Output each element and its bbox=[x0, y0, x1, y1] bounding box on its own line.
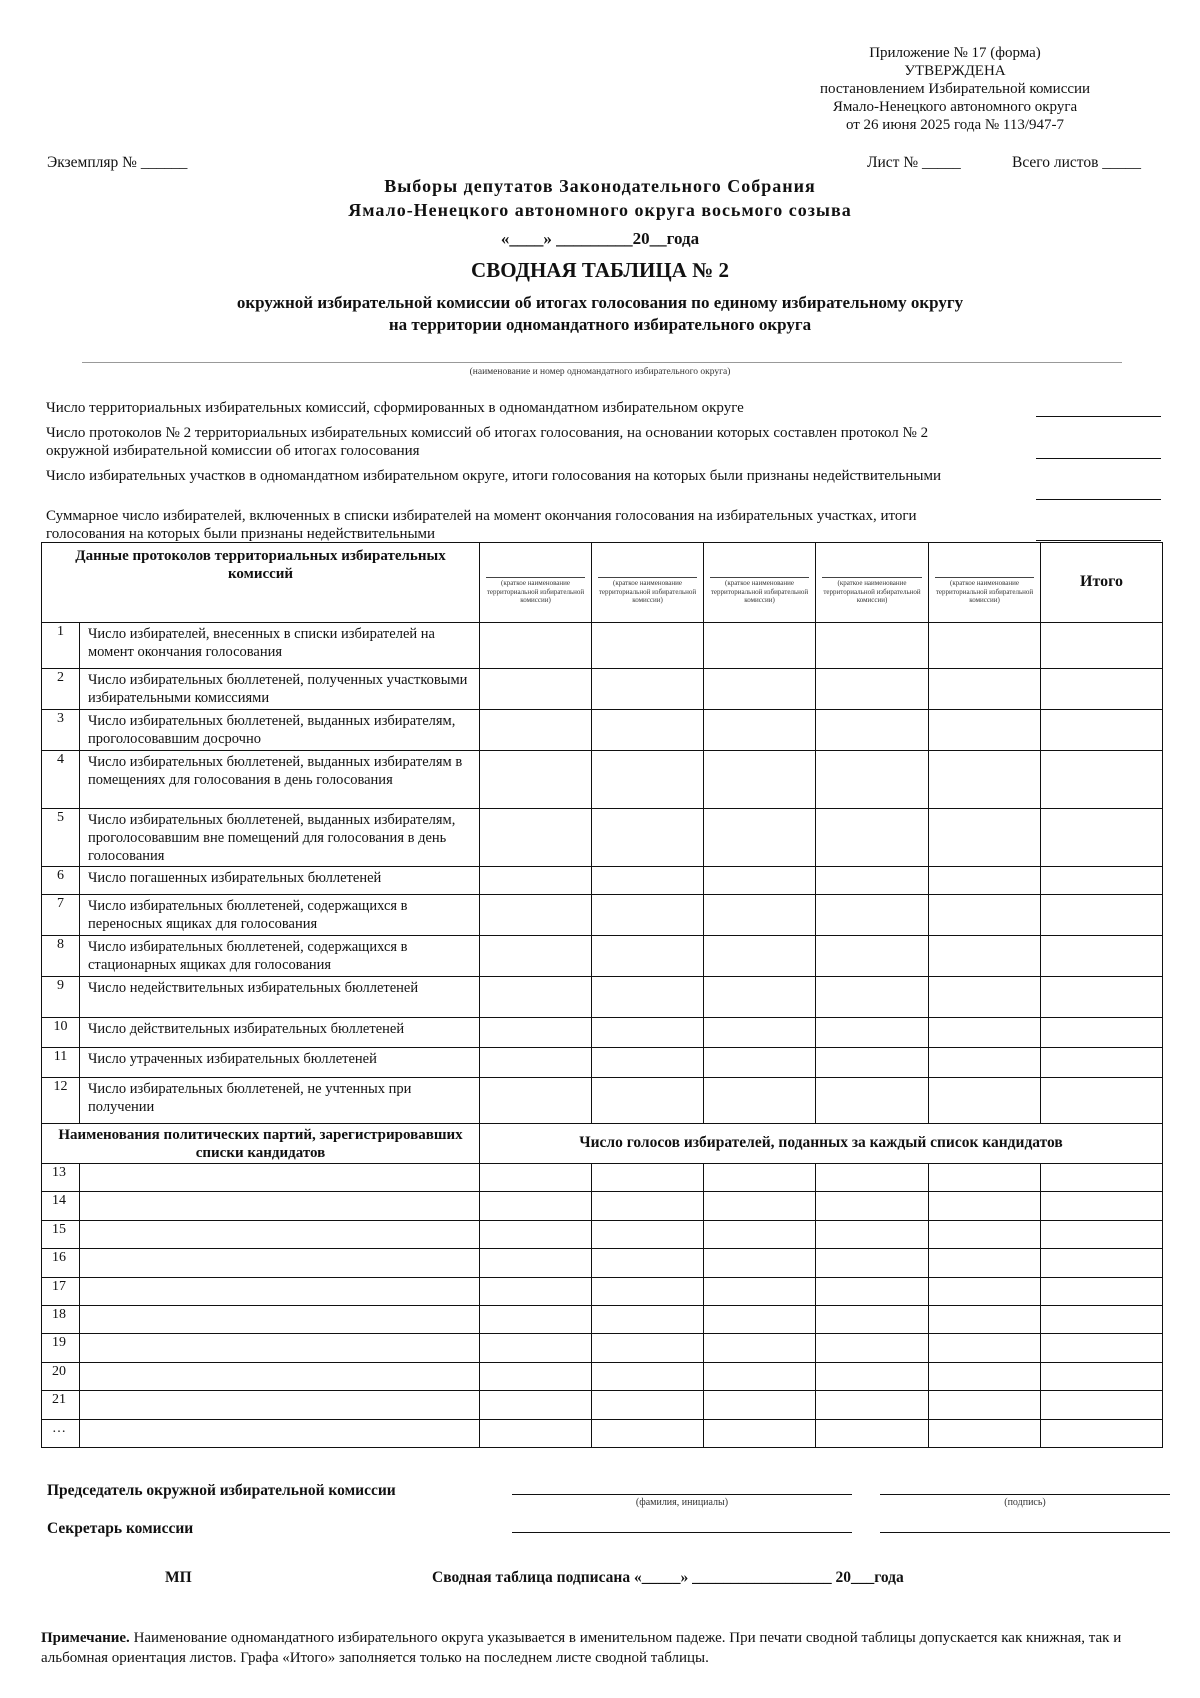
row-number: 3 bbox=[42, 710, 80, 751]
table-row bbox=[42, 809, 1163, 867]
election-title bbox=[0, 174, 1200, 222]
votes-cell[interactable] bbox=[1041, 1164, 1163, 1192]
votes-cell[interactable] bbox=[592, 1164, 704, 1192]
votes-cell[interactable] bbox=[592, 1249, 704, 1277]
row-number: 7 bbox=[42, 895, 80, 936]
row-label: Число утраченных избирательных бюллетеней bbox=[80, 1048, 480, 1078]
table-row bbox=[42, 1048, 1163, 1078]
secretary-name-line[interactable] bbox=[512, 1532, 852, 1533]
value-cell[interactable] bbox=[1041, 1048, 1163, 1078]
name-caption: (фамилия, инициалы) bbox=[635, 1497, 729, 1508]
value-cell[interactable] bbox=[704, 1048, 816, 1078]
value-cell[interactable] bbox=[929, 710, 1041, 751]
votes-cell[interactable] bbox=[929, 1249, 1041, 1277]
votes-cell[interactable] bbox=[704, 1164, 816, 1192]
sheet-number-field: Лист № _____ bbox=[867, 154, 961, 171]
votes-cell[interactable] bbox=[704, 1362, 816, 1390]
value-cell[interactable] bbox=[816, 669, 929, 710]
votes-cell[interactable] bbox=[929, 1277, 1041, 1305]
approval-block bbox=[800, 44, 1110, 134]
value-cell[interactable] bbox=[480, 895, 592, 936]
value-cell[interactable] bbox=[1041, 623, 1163, 669]
votes-cell[interactable] bbox=[816, 1192, 929, 1220]
appendix-label: Приложение № 17 (форма) bbox=[869, 45, 1041, 61]
approval-date: от 26 июня 2025 года № 113/947-7 bbox=[845, 117, 1065, 133]
votes-cell[interactable] bbox=[816, 1362, 929, 1390]
row-label: Число избирательных бюллетеней, содержащихся в переносных ящиках для голосования bbox=[80, 895, 480, 936]
footnote-label: Примечание. bbox=[41, 1630, 130, 1646]
value-cell[interactable] bbox=[704, 669, 816, 710]
votes-cell[interactable] bbox=[480, 1192, 592, 1220]
value-cell[interactable] bbox=[1041, 895, 1163, 936]
value-cell[interactable] bbox=[480, 936, 592, 977]
value-cell[interactable] bbox=[592, 623, 704, 669]
votes-cell[interactable] bbox=[816, 1334, 929, 1362]
votes-cell[interactable] bbox=[1041, 1391, 1163, 1419]
party-name-cell[interactable] bbox=[80, 1249, 480, 1277]
votes-cell[interactable] bbox=[929, 1334, 1041, 1362]
value-cell[interactable] bbox=[704, 895, 816, 936]
value-cell[interactable] bbox=[816, 1048, 929, 1078]
value-cell[interactable] bbox=[480, 809, 592, 867]
votes-cell[interactable] bbox=[704, 1249, 816, 1277]
votes-cell[interactable] bbox=[480, 1305, 592, 1333]
commission-column-2[interactable] bbox=[592, 543, 704, 623]
row-number: 12 bbox=[42, 1078, 80, 1124]
row-label: Число погашенных избирательных бюллетеней bbox=[80, 867, 480, 895]
election-title-line2: Ямало-Ненецкого автономного округа восьмого созыва bbox=[348, 200, 852, 220]
value-cell[interactable] bbox=[592, 751, 704, 809]
votes-cell[interactable] bbox=[592, 1334, 704, 1362]
party-row-number: 16 bbox=[42, 1249, 80, 1277]
copy-number-field: Экземпляр № ______ bbox=[47, 154, 188, 171]
value-cell[interactable] bbox=[592, 895, 704, 936]
info-commissions-blank bbox=[1036, 416, 1161, 417]
value-cell[interactable] bbox=[816, 936, 929, 977]
votes-cell[interactable] bbox=[929, 1192, 1041, 1220]
row-number: 8 bbox=[42, 936, 80, 977]
table-header-row bbox=[42, 543, 1163, 623]
signed-date-field: Сводная таблица подписана «_____» __________________ 20___года bbox=[432, 1569, 904, 1586]
party-name-cell[interactable] bbox=[80, 1305, 480, 1333]
secretary-label: Секретарь комиссии bbox=[47, 1520, 194, 1537]
row-number: 9 bbox=[42, 977, 80, 1018]
votes-cell[interactable] bbox=[704, 1391, 816, 1419]
votes-cell[interactable] bbox=[816, 1419, 929, 1447]
total-column-header: Итого bbox=[1041, 543, 1163, 623]
votes-cell[interactable] bbox=[592, 1220, 704, 1248]
party-row bbox=[42, 1220, 1163, 1248]
votes-cell[interactable] bbox=[480, 1419, 592, 1447]
value-cell[interactable] bbox=[816, 1078, 929, 1124]
party-row-number: 19 bbox=[42, 1334, 80, 1362]
row-number: 4 bbox=[42, 751, 80, 809]
chairman-signature-line[interactable] bbox=[880, 1494, 1170, 1495]
votes-cell[interactable] bbox=[704, 1220, 816, 1248]
party-row-number: 21 bbox=[42, 1391, 80, 1419]
party-row bbox=[42, 1391, 1163, 1419]
party-row bbox=[42, 1362, 1163, 1390]
votes-cell[interactable] bbox=[592, 1419, 704, 1447]
value-cell[interactable] bbox=[816, 710, 929, 751]
party-name-cell[interactable] bbox=[80, 1220, 480, 1248]
commission-caption: (краткое наименование территориальной избирательной комиссии) bbox=[598, 579, 697, 604]
row-label: Число избирательных бюллетеней, не учтенных при получении bbox=[80, 1078, 480, 1124]
value-cell[interactable] bbox=[704, 867, 816, 895]
value-cell[interactable] bbox=[704, 1078, 816, 1124]
chairman-label: Председатель окружной избирательной комиссии bbox=[47, 1482, 396, 1499]
votes-cell[interactable] bbox=[1041, 1249, 1163, 1277]
commission-caption: (краткое наименование территориальной избирательной комиссии) bbox=[710, 579, 809, 604]
info-commissions-count: Число территориальных избирательных комиссий, сформированных в одномандатном избирательном округе bbox=[46, 400, 744, 416]
table-row bbox=[42, 1018, 1163, 1048]
value-cell[interactable] bbox=[480, 669, 592, 710]
row-number: 10 bbox=[42, 1018, 80, 1048]
votes-cell[interactable] bbox=[480, 1249, 592, 1277]
value-cell[interactable] bbox=[929, 895, 1041, 936]
summary-table bbox=[41, 542, 1163, 1448]
value-cell[interactable] bbox=[929, 1048, 1041, 1078]
party-names-header: Наименования политических партий, зарегистрировавших списки кандидатов bbox=[42, 1124, 480, 1164]
value-cell[interactable] bbox=[592, 710, 704, 751]
party-header-row bbox=[42, 1124, 1163, 1164]
table-row bbox=[42, 867, 1163, 895]
table-row bbox=[42, 669, 1163, 710]
value-cell[interactable] bbox=[1041, 936, 1163, 977]
value-cell[interactable] bbox=[816, 751, 929, 809]
value-cell[interactable] bbox=[929, 1018, 1041, 1048]
commission-column-4[interactable] bbox=[816, 543, 929, 623]
party-name-cell[interactable] bbox=[80, 1362, 480, 1390]
value-cell[interactable] bbox=[929, 809, 1041, 867]
votes-cell[interactable] bbox=[816, 1277, 929, 1305]
party-row-number: 20 bbox=[42, 1362, 80, 1390]
value-cell[interactable] bbox=[1041, 977, 1163, 1018]
value-cell[interactable] bbox=[480, 1048, 592, 1078]
party-name-cell[interactable] bbox=[80, 1391, 480, 1419]
page-title: СВОДНАЯ ТАБЛИЦА № 2 bbox=[471, 258, 729, 282]
votes-cell[interactable] bbox=[816, 1220, 929, 1248]
votes-cell[interactable] bbox=[1041, 1220, 1163, 1248]
value-cell[interactable] bbox=[1041, 1018, 1163, 1048]
votes-header: Число голосов избирателей, поданных за каждый список кандидатов bbox=[480, 1124, 1163, 1164]
value-cell[interactable] bbox=[816, 623, 929, 669]
votes-cell[interactable] bbox=[816, 1391, 929, 1419]
value-cell[interactable] bbox=[480, 1018, 592, 1048]
value-cell[interactable] bbox=[704, 623, 816, 669]
value-cell[interactable] bbox=[1041, 669, 1163, 710]
votes-cell[interactable] bbox=[1041, 1277, 1163, 1305]
value-cell[interactable] bbox=[1041, 867, 1163, 895]
value-cell[interactable] bbox=[929, 669, 1041, 710]
party-name-cell[interactable] bbox=[80, 1192, 480, 1220]
value-cell[interactable] bbox=[480, 710, 592, 751]
value-cell[interactable] bbox=[592, 669, 704, 710]
info-invalid-precincts-blank bbox=[1036, 499, 1161, 500]
commission-column-3[interactable] bbox=[704, 543, 816, 623]
votes-cell[interactable] bbox=[480, 1277, 592, 1305]
value-cell[interactable] bbox=[816, 809, 929, 867]
value-cell[interactable] bbox=[704, 751, 816, 809]
table-row bbox=[42, 710, 1163, 751]
value-cell[interactable] bbox=[704, 936, 816, 977]
info-protocols-blank bbox=[1036, 458, 1161, 459]
footnote-text: Наименование одномандатного избирательного округа указывается в именительном падеже. При печати сводной таблицы допускается как книжная, так и альбомная ориентация листов. Графа «Итого» заполняется только на последнем листе сводной таблицы. bbox=[41, 1630, 1122, 1666]
votes-cell[interactable] bbox=[704, 1334, 816, 1362]
value-cell[interactable] bbox=[1041, 1078, 1163, 1124]
value-cell[interactable] bbox=[816, 977, 929, 1018]
value-cell[interactable] bbox=[592, 809, 704, 867]
party-name-cell[interactable] bbox=[80, 1164, 480, 1192]
votes-cell[interactable] bbox=[1041, 1192, 1163, 1220]
value-cell[interactable] bbox=[929, 623, 1041, 669]
value-cell[interactable] bbox=[480, 623, 592, 669]
votes-cell[interactable] bbox=[1041, 1362, 1163, 1390]
votes-cell[interactable] bbox=[929, 1305, 1041, 1333]
party-row bbox=[42, 1164, 1163, 1192]
votes-cell[interactable] bbox=[704, 1419, 816, 1447]
subtitle-line2: на территории одномандатного избирательного округа bbox=[388, 315, 812, 334]
votes-cell[interactable] bbox=[816, 1305, 929, 1333]
page-subtitle bbox=[0, 292, 1200, 336]
party-row bbox=[42, 1305, 1163, 1333]
row-number: 5 bbox=[42, 809, 80, 867]
approved-by-line: постановлением Избирательной комиссии bbox=[819, 81, 1091, 97]
protocol-data-header: Данные протоколов территориальных избирательных комиссий bbox=[42, 543, 480, 623]
subtitle-line1: окружной избирательной комиссии об итогах голосования по единому избирательному округу bbox=[236, 293, 964, 312]
party-row-number: 13 bbox=[42, 1164, 80, 1192]
party-row-number: 18 bbox=[42, 1305, 80, 1333]
approved-by-region: Ямало-Ненецкого автономного округа bbox=[832, 99, 1078, 115]
votes-cell[interactable] bbox=[592, 1277, 704, 1305]
info-total-voters: Суммарное число избирателей, включенных в списки избирателей на момент окончания голосования на избирательных участках, итоги голосования на которых были признаны недействительными bbox=[46, 508, 917, 542]
value-cell[interactable] bbox=[929, 936, 1041, 977]
party-name-cell[interactable] bbox=[80, 1419, 480, 1447]
value-cell[interactable] bbox=[816, 1018, 929, 1048]
document-date: «____» _________20__года bbox=[500, 229, 700, 248]
votes-cell[interactable] bbox=[704, 1192, 816, 1220]
protocol-rows bbox=[42, 623, 1163, 1124]
commission-column-1[interactable] bbox=[480, 543, 592, 623]
value-cell[interactable] bbox=[816, 895, 929, 936]
value-cell[interactable] bbox=[592, 1018, 704, 1048]
party-row-number: 14 bbox=[42, 1192, 80, 1220]
value-cell[interactable] bbox=[929, 977, 1041, 1018]
table-row bbox=[42, 895, 1163, 936]
votes-cell[interactable] bbox=[480, 1362, 592, 1390]
votes-cell[interactable] bbox=[929, 1164, 1041, 1192]
value-cell[interactable] bbox=[1041, 710, 1163, 751]
commission-caption: (краткое наименование территориальной избирательной комиссии) bbox=[935, 579, 1034, 604]
party-name-cell[interactable] bbox=[80, 1277, 480, 1305]
votes-cell[interactable] bbox=[1041, 1305, 1163, 1333]
value-cell[interactable] bbox=[592, 936, 704, 977]
party-row-number: 17 bbox=[42, 1277, 80, 1305]
commission-caption: (краткое наименование территориальной избирательной комиссии) bbox=[486, 579, 585, 604]
party-name-cell[interactable] bbox=[80, 1334, 480, 1362]
value-cell[interactable] bbox=[592, 1078, 704, 1124]
table-row bbox=[42, 936, 1163, 977]
value-cell[interactable] bbox=[704, 977, 816, 1018]
secretary-signature-line[interactable] bbox=[880, 1532, 1170, 1533]
row-label: Число избирательных бюллетеней, выданных избирателям, проголосовавшим досрочно bbox=[80, 710, 480, 751]
value-cell[interactable] bbox=[704, 710, 816, 751]
footnote bbox=[41, 1628, 1166, 1668]
election-title-line1: Выборы депутатов Законодательного Собрания bbox=[384, 176, 816, 196]
total-sheets-field: Всего листов _____ bbox=[1012, 154, 1142, 171]
votes-cell[interactable] bbox=[1041, 1419, 1163, 1447]
party-row bbox=[42, 1419, 1163, 1447]
row-number: 2 bbox=[42, 669, 80, 710]
party-row bbox=[42, 1192, 1163, 1220]
value-cell[interactable] bbox=[929, 867, 1041, 895]
party-row bbox=[42, 1334, 1163, 1362]
row-label: Число избирательных бюллетеней, выданных избирателям, проголосовавшим вне помещений для голосования в день голосования bbox=[80, 809, 480, 867]
chairman-name-line[interactable] bbox=[512, 1494, 852, 1495]
value-cell[interactable] bbox=[592, 977, 704, 1018]
votes-cell[interactable] bbox=[592, 1192, 704, 1220]
value-cell[interactable] bbox=[929, 751, 1041, 809]
row-label: Число действительных избирательных бюллетеней bbox=[80, 1018, 480, 1048]
row-number: 11 bbox=[42, 1048, 80, 1078]
votes-cell[interactable] bbox=[816, 1164, 929, 1192]
row-number: 6 bbox=[42, 867, 80, 895]
value-cell[interactable] bbox=[704, 809, 816, 867]
table-row bbox=[42, 623, 1163, 669]
table-row bbox=[42, 1078, 1163, 1124]
row-label: Число избирательных бюллетеней, содержащихся в стационарных ящиках для голосования bbox=[80, 936, 480, 977]
votes-cell[interactable] bbox=[592, 1305, 704, 1333]
value-cell[interactable] bbox=[929, 1078, 1041, 1124]
votes-cell[interactable] bbox=[929, 1362, 1041, 1390]
district-name-line bbox=[82, 362, 1122, 363]
table-row bbox=[42, 751, 1163, 809]
votes-cell[interactable] bbox=[929, 1391, 1041, 1419]
commission-caption: (краткое наименование территориальной избирательной комиссии) bbox=[823, 579, 921, 604]
votes-cell[interactable] bbox=[704, 1305, 816, 1333]
value-cell[interactable] bbox=[592, 867, 704, 895]
value-cell[interactable] bbox=[1041, 751, 1163, 809]
value-cell[interactable] bbox=[592, 1048, 704, 1078]
value-cell[interactable] bbox=[704, 1018, 816, 1048]
party-row bbox=[42, 1249, 1163, 1277]
votes-cell[interactable] bbox=[816, 1249, 929, 1277]
votes-cell[interactable] bbox=[929, 1419, 1041, 1447]
value-cell[interactable] bbox=[480, 1078, 592, 1124]
value-cell[interactable] bbox=[480, 867, 592, 895]
row-label: Число недействительных избирательных бюллетеней bbox=[80, 977, 480, 1018]
party-row bbox=[42, 1277, 1163, 1305]
signature-caption: (подпись) bbox=[1004, 1497, 1046, 1508]
votes-cell[interactable] bbox=[592, 1362, 704, 1390]
value-cell[interactable] bbox=[816, 867, 929, 895]
approved-label: УТВЕРЖДЕНА bbox=[904, 63, 1006, 79]
row-label: Число избирательных бюллетеней, выданных избирателям в помещениях для голосования в день голосования bbox=[80, 751, 480, 809]
value-cell[interactable] bbox=[1041, 809, 1163, 867]
table-row bbox=[42, 977, 1163, 1018]
row-number: 1 bbox=[42, 623, 80, 669]
party-rows bbox=[42, 1164, 1163, 1448]
party-row-number: 15 bbox=[42, 1220, 80, 1248]
votes-cell[interactable] bbox=[929, 1220, 1041, 1248]
votes-cell[interactable] bbox=[592, 1391, 704, 1419]
row-label: Число избирателей, внесенных в списки избирателей на момент окончания голосования bbox=[80, 623, 480, 669]
value-cell[interactable] bbox=[480, 751, 592, 809]
votes-cell[interactable] bbox=[1041, 1334, 1163, 1362]
commission-column-5[interactable] bbox=[929, 543, 1041, 623]
party-row-number: … bbox=[42, 1419, 80, 1447]
district-name-caption: (наименование и номер одномандатного избирательного округа) bbox=[469, 367, 731, 377]
info-invalid-precincts: Число избирательных участков в одномандатном избирательном округе, итоги голосования на которых были признаны недействительными bbox=[46, 468, 942, 484]
votes-cell[interactable] bbox=[480, 1164, 592, 1192]
row-label: Число избирательных бюллетеней, полученных участковыми избирательными комиссиями bbox=[80, 669, 480, 710]
votes-cell[interactable] bbox=[480, 1220, 592, 1248]
info-protocols-count: Число протоколов № 2 территориальных избирательных комиссий об итогах голосования, на основании которых составлен протокол № 2 окружной избирательной комиссии об итогах голосования bbox=[46, 425, 929, 459]
seal-label: МП bbox=[165, 1569, 192, 1586]
info-total-voters-blank bbox=[1036, 540, 1161, 541]
votes-cell[interactable] bbox=[480, 1391, 592, 1419]
value-cell[interactable] bbox=[480, 977, 592, 1018]
votes-cell[interactable] bbox=[480, 1334, 592, 1362]
votes-cell[interactable] bbox=[704, 1277, 816, 1305]
